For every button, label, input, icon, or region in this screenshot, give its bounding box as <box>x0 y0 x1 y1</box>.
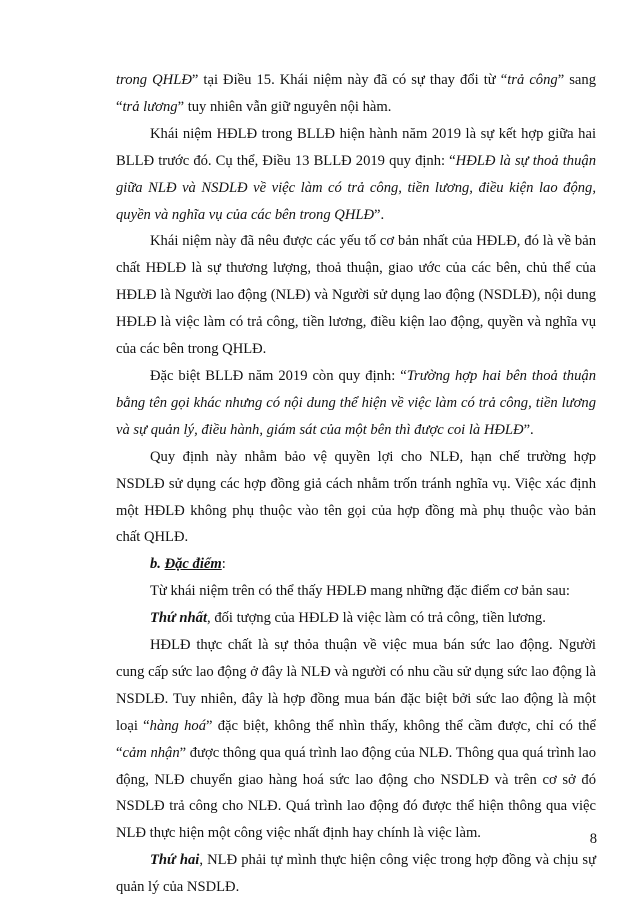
paragraph-intro-features: Từ khái niệm trên có thể thấy HĐLĐ mang những đặc điểm cơ bản sau: <box>150 583 570 600</box>
italic-quote: Trường hợp hai bên thoả thuận bằng tên gọi khác nhưng có nội dung thể hiện về việc làm có trả công, tiền lương và sự quản lý, điều hành, giám sát của một bên thì được coi là HĐLĐ <box>116 367 596 438</box>
paragraph-labor-sale <box>116 632 596 847</box>
italic-text: trả lương <box>122 98 178 115</box>
paragraph-definition-2019 <box>116 121 596 229</box>
text: , đối tượng của HĐLĐ là việc làm có trả công, tiền lương. <box>207 610 546 627</box>
text: , NLĐ phải tự mình thực hiện công việc trong hợp đồng và chịu sự quản lý của NSDLĐ. <box>116 852 597 896</box>
text: ”. <box>523 421 534 438</box>
italic-quote: HĐLĐ là sự thoả thuận giữa NLĐ và NSDLĐ về việc làm có trả công, tiền lương, điều kiện lao động, quyền và nghĩa vụ của các bên trong QHLĐ <box>116 152 596 223</box>
bold-italic-label: Thứ hai <box>150 852 200 869</box>
text: ” tại Điều 15. Khái niệm này đã có sự thay đổi từ “ <box>191 72 508 88</box>
text: Khái niệm HĐLĐ trong BLLĐ hiện hành năm 2019 là sự kết hợp giữa hai BLLĐ trước đó. Cụ thể, Điều 13 BLLĐ 2019 quy định: “ <box>116 125 596 169</box>
section-heading <box>116 551 596 578</box>
page-number: 8 <box>589 831 597 847</box>
text: ”. <box>374 206 385 223</box>
text: ” tuy nhiên vẫn giữ nguyên nội hàm. <box>177 98 392 115</box>
italic-text: trả công <box>507 72 558 88</box>
text: Đặc biệt BLLĐ năm 2019 còn quy định: “ <box>150 367 407 384</box>
heading-prefix: b. <box>150 556 165 573</box>
paragraph-protection: Quy định này nhằm bảo vệ quyền lợi cho NLĐ, hạn chế trường hợp NSDLĐ sử dụng các hợp đồng giả cách nhằm trốn tránh nghĩa vụ. Việc xác định một HĐLĐ không phụ thuộc vào tên gọi của hợp đồng mà phụ thuộc vào bản chất QHLĐ. <box>116 448 596 546</box>
text: ” sang “ <box>116 72 596 115</box>
paragraph-elements: Khái niệm này đã nêu được các yếu tố cơ bản nhất của HĐLĐ, đó là về bản chất HĐLĐ là sự thương lượng, thoả thuận, giao ước của các bên, chủ thể của HĐLĐ là Người lao động (NLĐ) và Người sử dụng lao động (NSDLĐ), nội dung HĐLĐ là việc làm có trả công, tiền lương, điều kiện lao động, quyền và nghĩa vụ của các bên trong QHLĐ. <box>116 233 596 358</box>
paragraph-second-feature <box>116 847 596 901</box>
paragraph-first-feature <box>116 605 596 632</box>
italic-text: cảm nhận <box>122 744 180 761</box>
heading-colon: : <box>221 556 226 573</box>
paragraph-continuation <box>116 67 596 121</box>
italic-text: hàng hoá <box>149 717 206 734</box>
text: ” đặc biệt, không thể nhìn thấy, không thể cầm được, chỉ có thể “ <box>116 717 596 761</box>
bold-italic-label: Thứ nhất <box>150 610 208 627</box>
text: ” được thông qua quá trình lao động của NLĐ. Thông qua quá trình lao động, NLĐ chuyển giao hàng hoá sức lao động cho NSDLĐ và trên cơ sở đó NSDLĐ trả công cho NLĐ. Quá trình lao động đó được thể hiện thông qua việc NLĐ thực hiện một công việc nhất định hay chính là việc làm. <box>116 744 597 842</box>
italic-text: trong QHLĐ <box>116 72 192 88</box>
paragraph-special-rule <box>116 363 596 444</box>
heading-title: Đặc điểm <box>164 556 222 573</box>
text: HĐLĐ thực chất là sự thỏa thuận về việc mua bán sức lao động. Người cung cấp sức lao động ở đây là NLĐ và người có nhu cầu sử dụng sức lao động là NSDLĐ. Tuy nhiên, đây là hợp đồng mua bán đặc biệt bởi sức lao động là một loại “ <box>116 637 596 734</box>
